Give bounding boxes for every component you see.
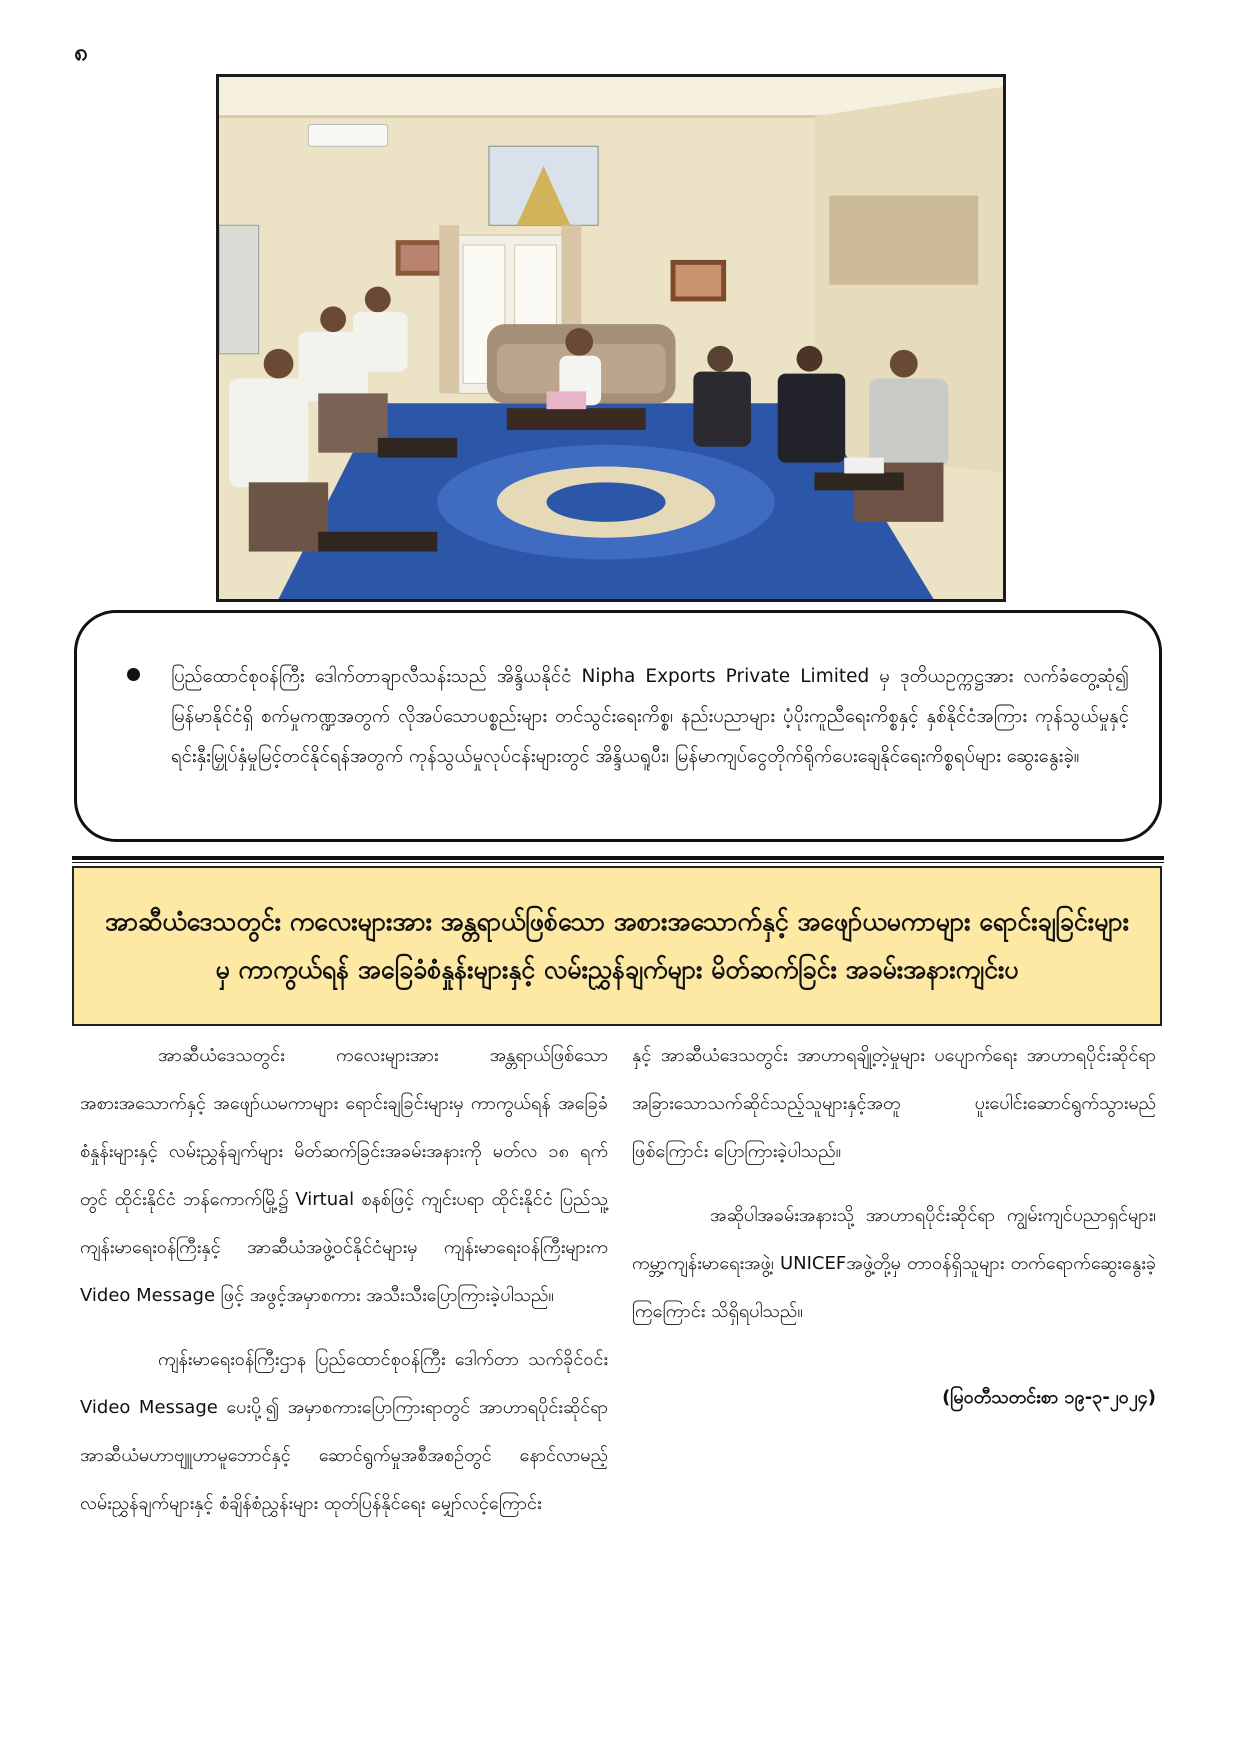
headline-text: အာဆီယံဒေသတွင်း ကလေးများအား အန္တရာယ်ဖြစ်သော အစားအသောက်နှင့် အဖျော်ယမကာများ ရောင်းချခြင်းများမှ ကာကွယ်ရန် အခြေခံစံနှုန်းများနှင့် လမ်းညွှန်ချက်များ မိတ်ဆက်ခြင်း အခမ်းအနားကျင်းပ [104, 907, 1129, 984]
summary-box [74, 610, 1162, 842]
summary-text: ပြည်ထောင်စုဝန်ကြီး ဒေါက်တာချာလီသန်းသည် အိန္ဒိယနိုင်ငံ Nipha Exports Private Limited မှ ဒုတိယဥက္ကဋ္ဌအား လက်ခံတွေ့ဆုံ၍ မြန်မာနိုင်ငံရှိ စက်မှုကဏ္ဍအတွက် လိုအပ်သောပစ္စည်းများ တင်သွင်းရေးကိစ္စ၊ နည်းပညာများ ပံ့ပိုးကူညီရေးကိစ္စနှင့် နှစ်နိုင်ငံအကြား ကုန်သွယ်မှုနှင့် ရင်းနှီးမြှုပ်နှံမှုမြင့်တင်နိုင်ရန်အတွက် ကုန်သွယ်မှုလုပ်ငန်းများတွင် အိန္ဒိယရူပီး၊ မြန်မာကျပ်ငွေတိုက်ရိုက်ပေးချေနိုင်ရေးကိစ္စရပ်များ ဆွေးနွေးခဲ့။ [171, 666, 1129, 767]
divider-thin [72, 862, 1164, 863]
headline-box [72, 866, 1162, 1026]
article-column-right [632, 1032, 1156, 1438]
article-column-left [80, 1032, 608, 1544]
article-paragraph: ကျန်းမာရေးဝန်ကြီးဌာန ပြည်ထောင်စုဝန်ကြီး ဒေါက်တာ သက်ခိုင်ဝင်း Video Message ပေးပို့၍ အမှာစကားပြောကြားရာတွင် အာဟာရပိုင်းဆိုင်ရာ အာဆီယံမဟာဗျူဟာမူဘောင်နှင့် ဆောင်ရွက်မှုအစီအစဉ်တွင် နောင်လာမည့်လမ်းညွှန်ချက်များနှင့် စံချိန်စံညွှန်းများ ထုတ်ပြန်နိုင်ရေး မျှော်လင့်ကြောင်း [80, 1349, 608, 1514]
article-paragraph: နှင့် အာဆီယံဒေသတွင်း အာဟာရချို့တဲ့မှုများ ပပျောက်ရေး အာဟာရပိုင်းဆိုင်ရာ အခြားသောသက်ဆိုင်သည့်သူများနှင့်အတူ ပူးပေါင်းဆောင်ရွက်သွားမည်ဖြစ်ကြောင်း ပြောကြားခဲ့ပါသည်။ [632, 1045, 1156, 1162]
meeting-photo [216, 74, 1006, 602]
source-citation: (မြဝတီသတင်းစာ ၁၉-၃-၂၀၂၄) [942, 1387, 1156, 1408]
article-paragraph: အာဆီယံဒေသတွင်း ကလေးများအား အန္တရာယ်ဖြစ်သော အစားအသောက်နှင့် အဖျော်ယမကာများ ရောင်းချခြင်းများမှ ကာကွယ်ရန် အခြေခံစံနှုန်းများနှင့် လမ်းညွှန်ချက်များ မိတ်ဆက်ခြင်းအခမ်းအနားကို မတ်လ ၁၈ ရက်တွင် ထိုင်းနိုင်ငံ ဘန်ကောက်မြို့၌ Virtual စနစ်ဖြင့် ကျင်းပရာ ထိုင်းနိုင်ငံ ပြည်သူ့ကျန်းမာရေးဝန်ကြီးနှင့် အာဆီယံအဖွဲ့ဝင်နိုင်ငံများမှ ကျန်းမာရေးဝန်ကြီးများက Video Message ဖြင့် အဖွင့်အမှာစကား အသီးသီးပြောကြားခဲ့ပါသည်။ [80, 1045, 608, 1306]
page-number: ၈ [74, 38, 88, 66]
divider-thick [72, 856, 1164, 860]
bullet-icon [127, 668, 140, 681]
article-paragraph: အဆိုပါအခမ်းအနားသို့ အာဟာရပိုင်းဆိုင်ရာ ကျွမ်းကျင်ပညာရှင်များ၊ ကမ္ဘာ့ကျန်းမာရေးအဖွဲ့၊ UNICEFအဖွဲ့တို့မှ တာဝန်ရှိသူများ တက်ရောက်ဆွေးနွေးခဲ့ကြကြောင်း သိရှိရပါသည်။ [632, 1205, 1156, 1322]
